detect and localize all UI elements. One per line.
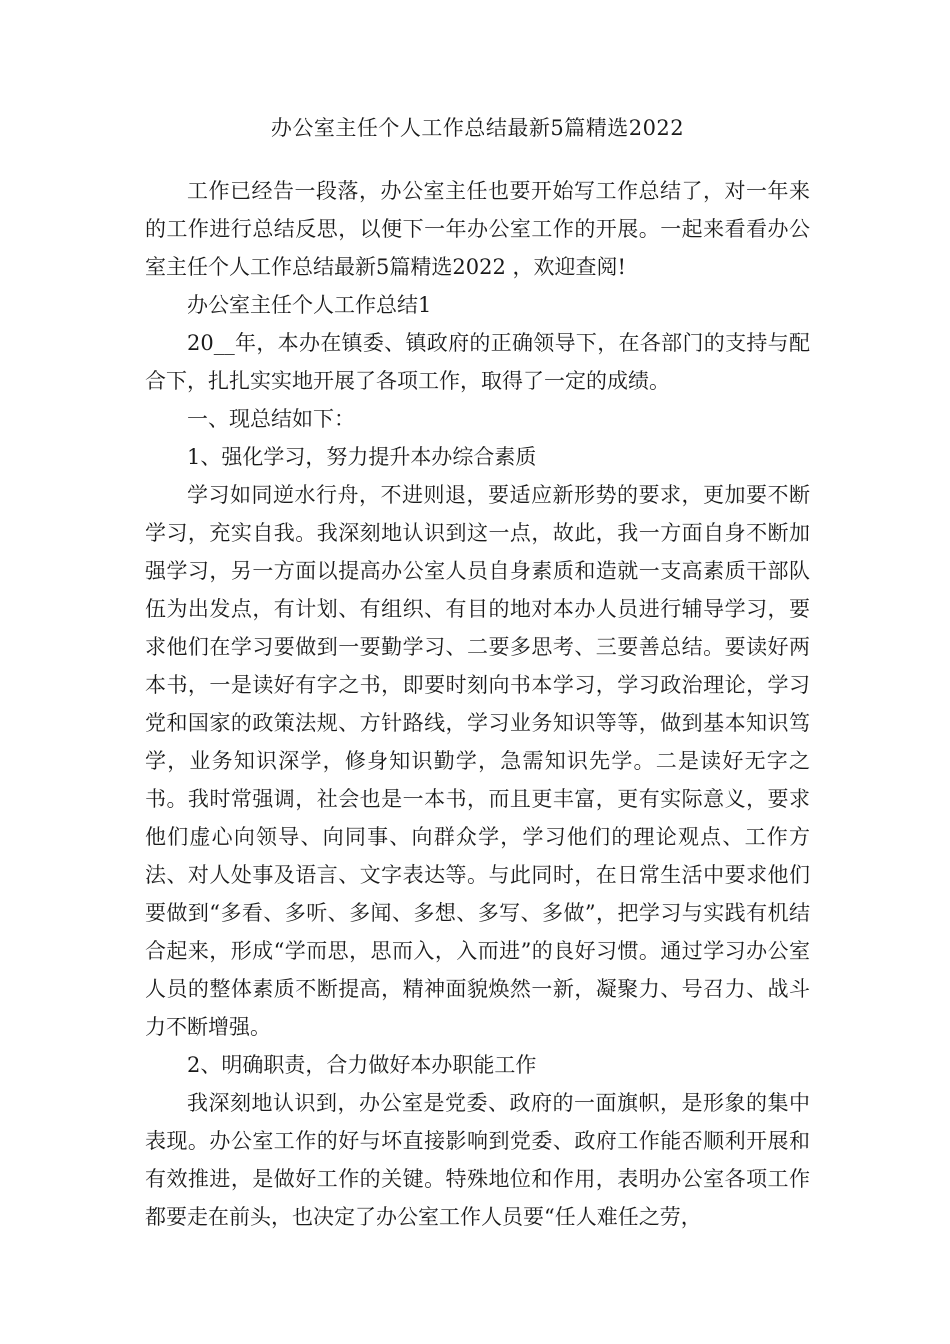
paragraph: 20__年，本办在镇委、镇政府的正确领导下，在各部门的支持与配合下，扎扎实实地开展了各项工作，取得了一定的成绩。 [145, 331, 810, 393]
paragraph: 我深刻地认识到，办公室是党委、政府的一面旗帜，是形象的集中表现。办公室工作的好与坏直接影响到党委、政府工作能否顺利开展和有效推进，是做好工作的关键。特殊地位和作用，表明办公室各项工作都要走在前头，也决定了办公室工作人员要“任人难任之劳， [145, 1091, 810, 1229]
document-body [145, 172, 810, 1236]
section-heading-summary-1: 办公室主任个人工作总结1 [187, 293, 432, 317]
section-heading: 一、现总结如下： [187, 407, 355, 431]
subsection-heading: 2、明确职责，合力做好本办职能工作 [187, 1053, 537, 1077]
document-page [145, 108, 810, 1236]
paragraph-intro: 工作已经告一段落，办公室主任也要开始写工作总结了，对一年来的工作进行总结反思，以便下一年办公室工作的开展。一起来看看办公室主任个人工作总结最新5篇精选2022 ，欢迎查阅! [145, 179, 810, 279]
paragraph: 学习如同逆水行舟，不进则退，要适应新形势的要求，更加要不断学习，充实自我。我深刻地认识到这一点，故此，我一方面自身不断加强学习，另一方面以提高办公室人员自身素质和造就一支高素质干部队伍为出发点，有计划、有组织、有目的地对本办人员进行辅导学习，要求他们在学习要做到一要勤学习、二要多思考、三要善总结。要读好两本书，一是读好有字之书，即要时刻向书本学习，学习政治理论，学习党和国家的政策法规、方针路线，学习业务知识等等，做到基本知识笃学，业务知识深学，修身知识勤学，急需知识先学。二是读好无字之书。我时常强调，社会也是一本书，而且更丰富，更有实际意义，要求他们虚心向领导、向同事、向群众学，学习他们的理论观点、工作方法、对人处事及语言、文字表达等。与此同时，在日常生活中要求他们要做到“多看、多听、多闻、多想、多写、多做”，把学习与实践有机结合起来，形成“学而思，思而入，入而进”的良好习惯。通过学习办公室人员的整体素质不断提高，精神面貌焕然一新，凝聚力、号召力、战斗力不断增强。 [145, 483, 810, 1039]
subsection-heading: 1、强化学习，努力提升本办综合素质 [187, 445, 537, 469]
document-title: 办公室主任个人工作总结最新5篇精选2022 [270, 116, 685, 140]
